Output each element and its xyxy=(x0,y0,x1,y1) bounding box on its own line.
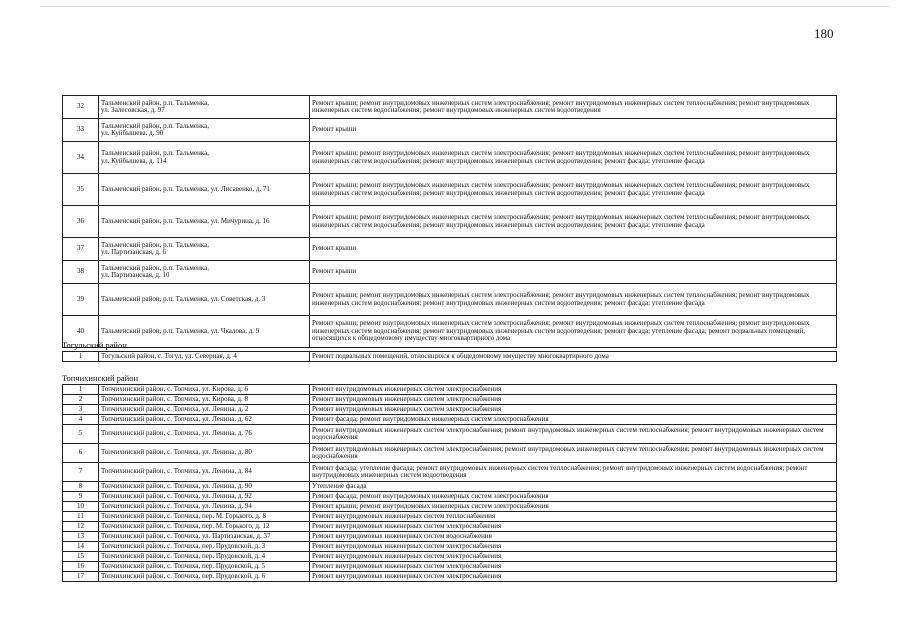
table-row xyxy=(63,492,837,502)
table-row xyxy=(63,562,837,572)
works-cell: Ремонт крыши xyxy=(310,119,837,142)
address-cell: Тальменский район, р.п. Тальменка, ул. Мичурина, д. 16 xyxy=(99,206,310,238)
works-cell: Ремонт внутридомовых инженерных систем теплоснабжения xyxy=(310,512,837,522)
works-cell: Ремонт фасада; ремонт внутридомовых инженерных систем электроснабжения xyxy=(310,492,837,502)
address-cell: Топчихинский район, с. Топчиха, ул. Ленина, д. 80 xyxy=(99,444,310,463)
row-number-cell: 8 xyxy=(63,482,99,492)
row-number-cell: 38 xyxy=(63,261,99,284)
table-row xyxy=(63,385,837,395)
table-row xyxy=(63,316,837,348)
row-number-cell: 2 xyxy=(63,395,99,405)
address-cell: Топчихинский район, с. Топчиха, ул. Кирова, д. 8 xyxy=(99,395,310,405)
row-number-cell: 11 xyxy=(63,512,99,522)
address-cell: Топчихинский район, с. Топчиха, ул. Ленина, д. 90 xyxy=(99,482,310,492)
address-cell: Тогульский район, с. Тогул, ул. Северная, д. 4 xyxy=(99,352,310,362)
table-row xyxy=(63,206,837,238)
works-cell: Ремонт крыши; ремонт внутридомовых инженерных систем электроснабжения; ремонт внутридомовых инженерных систем теплоснабжения; ремонт внутридомовых инженерных систем водоснабжения; ремонт внутридомовых инженерных систем водоотведения; ремонт фасада; утепление фасада xyxy=(310,206,837,238)
works-cell: Ремонт крыши; ремонт внутридомовых инженерных систем электроснабжения; ремонт внутридомовых инженерных систем теплоснабжения; ремонт внутридомовых инженерных систем водоснабжения; ремонт внутридомовых инженерных систем водоотведения; ремонт фасада; утепление фасада xyxy=(310,142,837,174)
table-row xyxy=(63,415,837,425)
table-row xyxy=(63,405,837,415)
row-number-cell: 3 xyxy=(63,405,99,415)
table-row xyxy=(63,542,837,552)
works-cell: Ремонт внутридомовых инженерных систем электроснабжения xyxy=(310,552,837,562)
table-row xyxy=(63,552,837,562)
works-cell: Ремонт фасада; ремонт внутридомовых инженерных систем электроснабжения xyxy=(310,415,837,425)
address-cell: Топчихинский район, с. Топчиха, пер. М. Горького, д. 12 xyxy=(99,522,310,532)
address-cell: Топчихинский район, с. Топчиха, пер. Прудовской, д. 3 xyxy=(99,542,310,552)
address-cell: Топчихинский район, с. Топчиха, ул. Ленина, д. 62 xyxy=(99,415,310,425)
row-number-cell: 17 xyxy=(63,572,99,582)
address-cell: Топчихинский район, с. Топчиха, пер. Прудовской, д. 6 xyxy=(99,572,310,582)
row-number-cell: 40 xyxy=(63,316,99,348)
section-title-topchikha: Топчихинский район xyxy=(62,373,139,383)
address-cell: Топчихинский район, с. Топчиха, ул. Ленина, д. 92 xyxy=(99,492,310,502)
address-cell: Тальменский район, р.п. Тальменка, ул. Партизанская, д. 6 xyxy=(99,238,310,261)
row-number-cell: 16 xyxy=(63,562,99,572)
works-cell: Ремонт внутридомовых инженерных систем электроснабжения; ремонт внутридомовых инженерных систем теплоснабжения; ремонт внутридомовых инженерных систем водоснабжения xyxy=(310,425,837,444)
address-cell: Тальменский район, р.п. Тальменка, ул. Чкалова, д. 9 xyxy=(99,316,310,348)
table-row xyxy=(63,352,837,362)
address-cell: Топчихинский район, с. Топчиха, ул. Партизанская, д. 37 xyxy=(99,532,310,542)
row-number-cell: 34 xyxy=(63,142,99,174)
table-row xyxy=(63,532,837,542)
table-row xyxy=(63,482,837,492)
table-row xyxy=(63,522,837,532)
works-cell: Ремонт внутридомовых инженерных систем электроснабжения xyxy=(310,522,837,532)
row-number-cell: 5 xyxy=(63,425,99,444)
table-row xyxy=(63,261,837,284)
row-number-cell: 32 xyxy=(63,96,99,119)
row-number-cell: 1 xyxy=(63,385,99,395)
table-row xyxy=(63,395,837,405)
address-cell: Тальменский район, р.п. Тальменка, ул. Лисавенко, д. 71 xyxy=(99,174,310,206)
table-row xyxy=(63,142,837,174)
works-cell: Ремонт внутридомовых инженерных систем электроснабжения xyxy=(310,395,837,405)
works-cell: Ремонт крыши; ремонт внутридомовых инженерных систем электроснабжения; ремонт внутридомовых инженерных систем теплоснабжения; ремонт внутридомовых инженерных систем водоснабжения; ремонт внутридомовых инженерных систем водоотведения; ремонт фасада; утепление фасада xyxy=(310,284,837,316)
address-cell: Тальменский район, р.п. Тальменка, ул. Советская, д. 3 xyxy=(99,284,310,316)
row-number-cell: 4 xyxy=(63,415,99,425)
address-cell: Тальменский район, р.п. Тальменка, ул. Куйбышева, д. 114 xyxy=(99,142,310,174)
works-cell: Ремонт крыши xyxy=(310,261,837,284)
address-cell: Топчихинский район, с. Топчиха, ул. Ленина, д. 84 xyxy=(99,463,310,482)
table-row xyxy=(63,238,837,261)
address-cell: Топчихинский район, с. Топчиха, ул. Ленина, д. 2 xyxy=(99,405,310,415)
row-number-cell: 13 xyxy=(63,532,99,542)
works-cell: Утепление фасада xyxy=(310,482,837,492)
row-number-cell: 36 xyxy=(63,206,99,238)
works-cell: Ремонт внутридомовых инженерных систем электроснабжения xyxy=(310,562,837,572)
works-cell: Ремонт внутридомовых инженерных систем электроснабжения xyxy=(310,542,837,552)
row-number-cell: 39 xyxy=(63,284,99,316)
works-cell: Ремонт фасада; утепление фасада; ремонт внутридомовых инженерных систем теплоснабжения; ремонт внутридомовых инженерных систем водоснабжения; ремонт внутридомовых инженерных систем водоотведения xyxy=(310,463,837,482)
row-number-cell: 37 xyxy=(63,238,99,261)
address-cell: Тальменский район, р.п. Тальменка, ул. Куйбышева, д. 90 xyxy=(99,119,310,142)
works-cell: Ремонт крыши; ремонт внутридомовых инженерных систем электроснабжения; ремонт внутридомовых инженерных систем теплоснабжения; ремонт внутридомовых инженерных систем водоснабжения; ремонт внутридомовых инженерных систем водоотведения; ремонт фасада; утепление фасада; ремонт подвальных помещений, относящихся к общедомовому имуществу многоквартирного дома xyxy=(310,316,837,348)
address-cell: Тальменский район, р.п. Тальменка, ул. Залесовская, д. 97 xyxy=(99,96,310,119)
table-row xyxy=(63,502,837,512)
row-number-cell: 9 xyxy=(63,492,99,502)
togul-table xyxy=(62,351,837,362)
address-cell: Топчихинский район, с. Топчиха, пер. Прудовской, д. 4 xyxy=(99,552,310,562)
table-row xyxy=(63,425,837,444)
topchikha-table xyxy=(62,384,837,582)
row-number-cell: 12 xyxy=(63,522,99,532)
works-cell: Ремонт внутридомовых инженерных систем электроснабжения xyxy=(310,385,837,395)
row-number-cell: 15 xyxy=(63,552,99,562)
works-cell: Ремонт подвальных помещений, относящихся к общедомовому имуществу многоквартирного дома xyxy=(310,352,837,362)
talmenka-table xyxy=(62,95,837,348)
table-row xyxy=(63,284,837,316)
address-cell: Топчихинский район, с. Топчиха, ул. Ленина, д. 94 xyxy=(99,502,310,512)
address-cell: Топчихинский район, с. Топчиха, ул. Ленина, д. 76 xyxy=(99,425,310,444)
page-number: 180 xyxy=(814,26,834,41)
works-cell: Ремонт внутридомовых инженерных систем электроснабжения; ремонт внутридомовых инженерных систем теплоснабжения; ремонт внутридомовых инженерных систем водоснабжения xyxy=(310,444,837,463)
row-number-cell: 35 xyxy=(63,174,99,206)
row-number-cell: 1 xyxy=(63,352,99,362)
row-number-cell: 14 xyxy=(63,542,99,552)
address-cell: Топчихинский район, с. Топчиха, пер. Прудовской, д. 5 xyxy=(99,562,310,572)
works-cell: Ремонт крыши xyxy=(310,238,837,261)
address-cell: Топчихинский район, с. Топчиха, пер. М. Горького, д. 8 xyxy=(99,512,310,522)
table-row xyxy=(63,572,837,582)
works-cell: Ремонт крыши; ремонт внутридомовых инженерных систем электроснабжения xyxy=(310,502,837,512)
table-row xyxy=(63,512,837,522)
table-row xyxy=(63,119,837,142)
scan-edge-line xyxy=(40,6,890,7)
table-row xyxy=(63,96,837,119)
works-cell: Ремонт внутридомовых инженерных систем водоснабжения xyxy=(310,532,837,542)
table-row xyxy=(63,463,837,482)
works-cell: Ремонт крыши; ремонт внутридомовых инженерных систем электроснабжения; ремонт внутридомовых инженерных систем теплоснабжения; ремонт внутридомовых инженерных систем водоснабжения; ремонт внутридомовых инженерных систем водоотведения; ремонт фасада; утепление фасада xyxy=(310,174,837,206)
section-title-togul: Тогульский район xyxy=(62,340,127,350)
row-number-cell: 33 xyxy=(63,119,99,142)
works-cell: Ремонт крыши; ремонт внутридомовых инженерных систем электроснабжения; ремонт внутридомовых инженерных систем теплоснабжения; ремонт внутридомовых инженерных систем водоснабжения; ремонт внутридомовых инженерных систем водоотведения xyxy=(310,96,837,119)
row-number-cell: 6 xyxy=(63,444,99,463)
address-cell: Тальменский район, р.п. Тальменка, ул. Партизанская, д. 10 xyxy=(99,261,310,284)
table-row xyxy=(63,444,837,463)
address-cell: Топчихинский район, с. Топчиха, ул. Кирова, д. 6 xyxy=(99,385,310,395)
works-cell: Ремонт внутридомовых инженерных систем электроснабжения xyxy=(310,572,837,582)
works-cell: Ремонт внутридомовых инженерных систем электроснабжения xyxy=(310,405,837,415)
table-row xyxy=(63,174,837,206)
row-number-cell: 7 xyxy=(63,463,99,482)
row-number-cell: 10 xyxy=(63,502,99,512)
